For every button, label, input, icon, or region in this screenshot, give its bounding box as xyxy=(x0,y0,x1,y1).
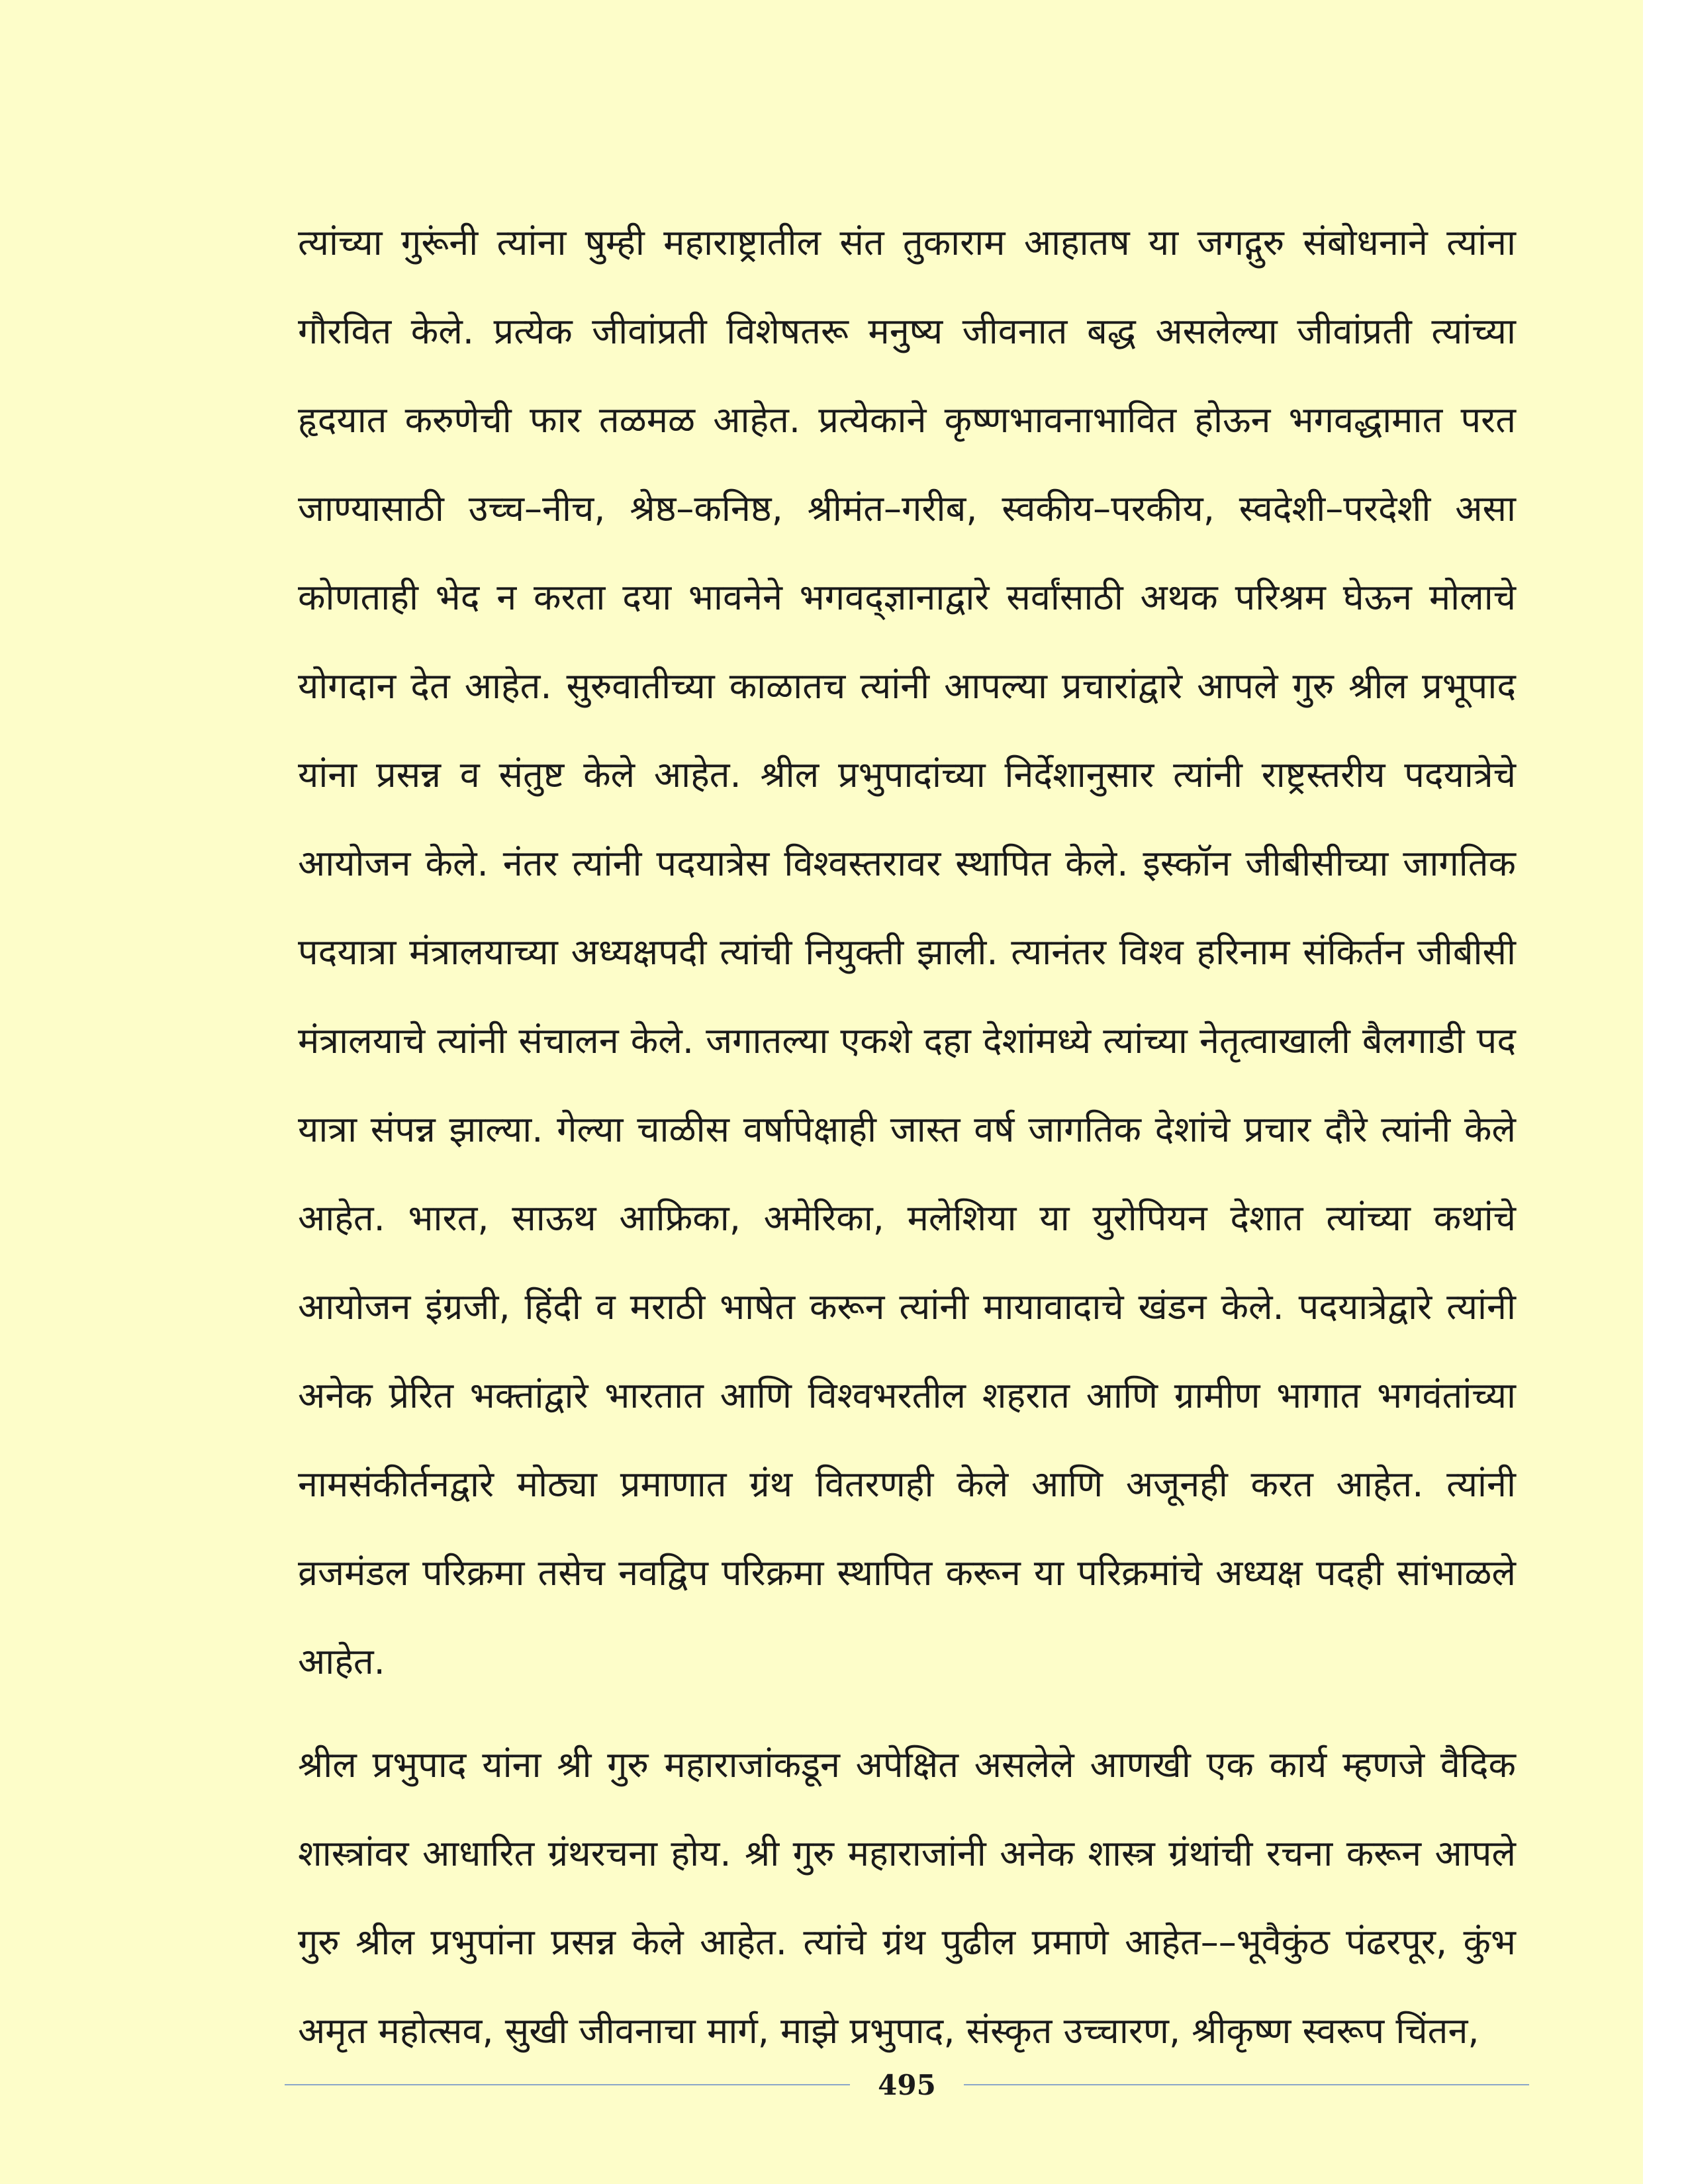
page-footer xyxy=(285,2058,1529,2111)
body-paragraph-2: श्रील प्रभुपाद यांना श्री गुरु महाराजांकडून अपेक्षित असलेले आणखी एक कार्य म्हणजे वैदिक शास्त्रांवर आधारित ग्रंथरचना होय. श्री गुरु महाराजांनी अनेक शास्त्र ग्रंथांची रचना करून आपले गुरु श्रील प्रभुपांना प्रसन्न केले आहेत. त्यांचे ग्रंथ पुढील प्रमाणे आहेत––भूवैकुंठ पंढरपूर, कुंभ अमृत महोत्सव, सुखी जीवनाचा मार्ग, माझे प्रभुपाद, संस्कृत उच्चारण, श्रीकृष्ण स्वरूप चिंतन, xyxy=(298,1744,1516,2052)
page-number: 495 xyxy=(878,2068,936,2101)
footer-rule-right xyxy=(964,2084,1529,2085)
footer-rule-left xyxy=(285,2084,850,2085)
body-paragraph-1: त्यांच्या गुरूंनी त्यांना षुम्ही महाराष्ट्रातील संत तुकाराम आहातष या जगद्गुरु संबोधनाने त्यांना गौरवित केले. प्रत्येक जीवांप्रती विशेषतरू मनुष्य जीवनात बद्ध असलेल्या जीवांप्रती त्यांच्या हृदयात करुणेची फार तळमळ आहेत. प्रत्येकाने कृष्णभावनाभावित होऊन भगवद्धामात परत जाण्यासाठी उच्च–नीच, श्रेष्ठ–कनिष्ठ, श्रीमंत–गरीब, स्वकीय–परकीय, स्वदेशी–परदेशी असा कोणताही भेद न करता दया भावनेने भगवद्ज्ञानाद्वारे सर्वांसाठी अथक परिश्रम घेऊन मोलाचे योगदान देत आहेत. सुरुवातीच्या काळातच त्यांनी आपल्या प्रचारांद्वारे आपले गुरु श्रील प्रभूपाद यांना प्रसन्न व संतुष्ट केले आहेत. श्रील प्रभुपादांच्या निर्देशानुसार त्यांनी राष्ट्रस्तरीय पदयात्रेचे आयोजन केले. नंतर त्यांनी पदयात्रेस विश्वस्तरावर स्थापित केले. इस्कॉन जीबीसीच्या जागतिक पदयात्रा मंत्रालयाच्या अध्यक्षपदी त्यांची नियुक्ती झाली. त्यानंतर विश्व हरिनाम संकिर्तन जीबीसी मंत्रालयाचे त्यांनी संचालन केले. जगातल्या एकशे दहा देशांमध्ये त्यांच्या नेतृत्वाखाली बैलगाडी पद यात्रा संपन्न झाल्या. गेल्या चाळीस वर्षापेक्षाही जास्त वर्ष जागतिक देशांचे प्रचार दौरे त्यांनी केले आहेत. भारत, साऊथ आफ्रिका, अमेरिका, मलेशिया या युरोपियन देशात त्यांच्या कथांचे आयोजन इंग्रजी, हिंदी व मराठी भाषेत करून त्यांनी मायावादाचे खंडन केले. पदयात्रेद्वारे त्यांनी अनेक प्रेरित भक्तांद्वारे भारतात आणि विश्वभरतील शहरात आणि ग्रामीण भागात भगवंतांच्या नामसंकीर्तनद्वारे मोठ्या प्रमाणात ग्रंथ वितरणही केले आणि अजूनही करत आहेत. त्यांनी व्रजमंडल परिक्रमा तसेच नवद्विप परिक्रमा स्थापित करून या परिक्रमांचे अध्यक्ष पदही सांभाळले आहेत. xyxy=(298,222,1516,1682)
page-body xyxy=(298,199,1516,2075)
